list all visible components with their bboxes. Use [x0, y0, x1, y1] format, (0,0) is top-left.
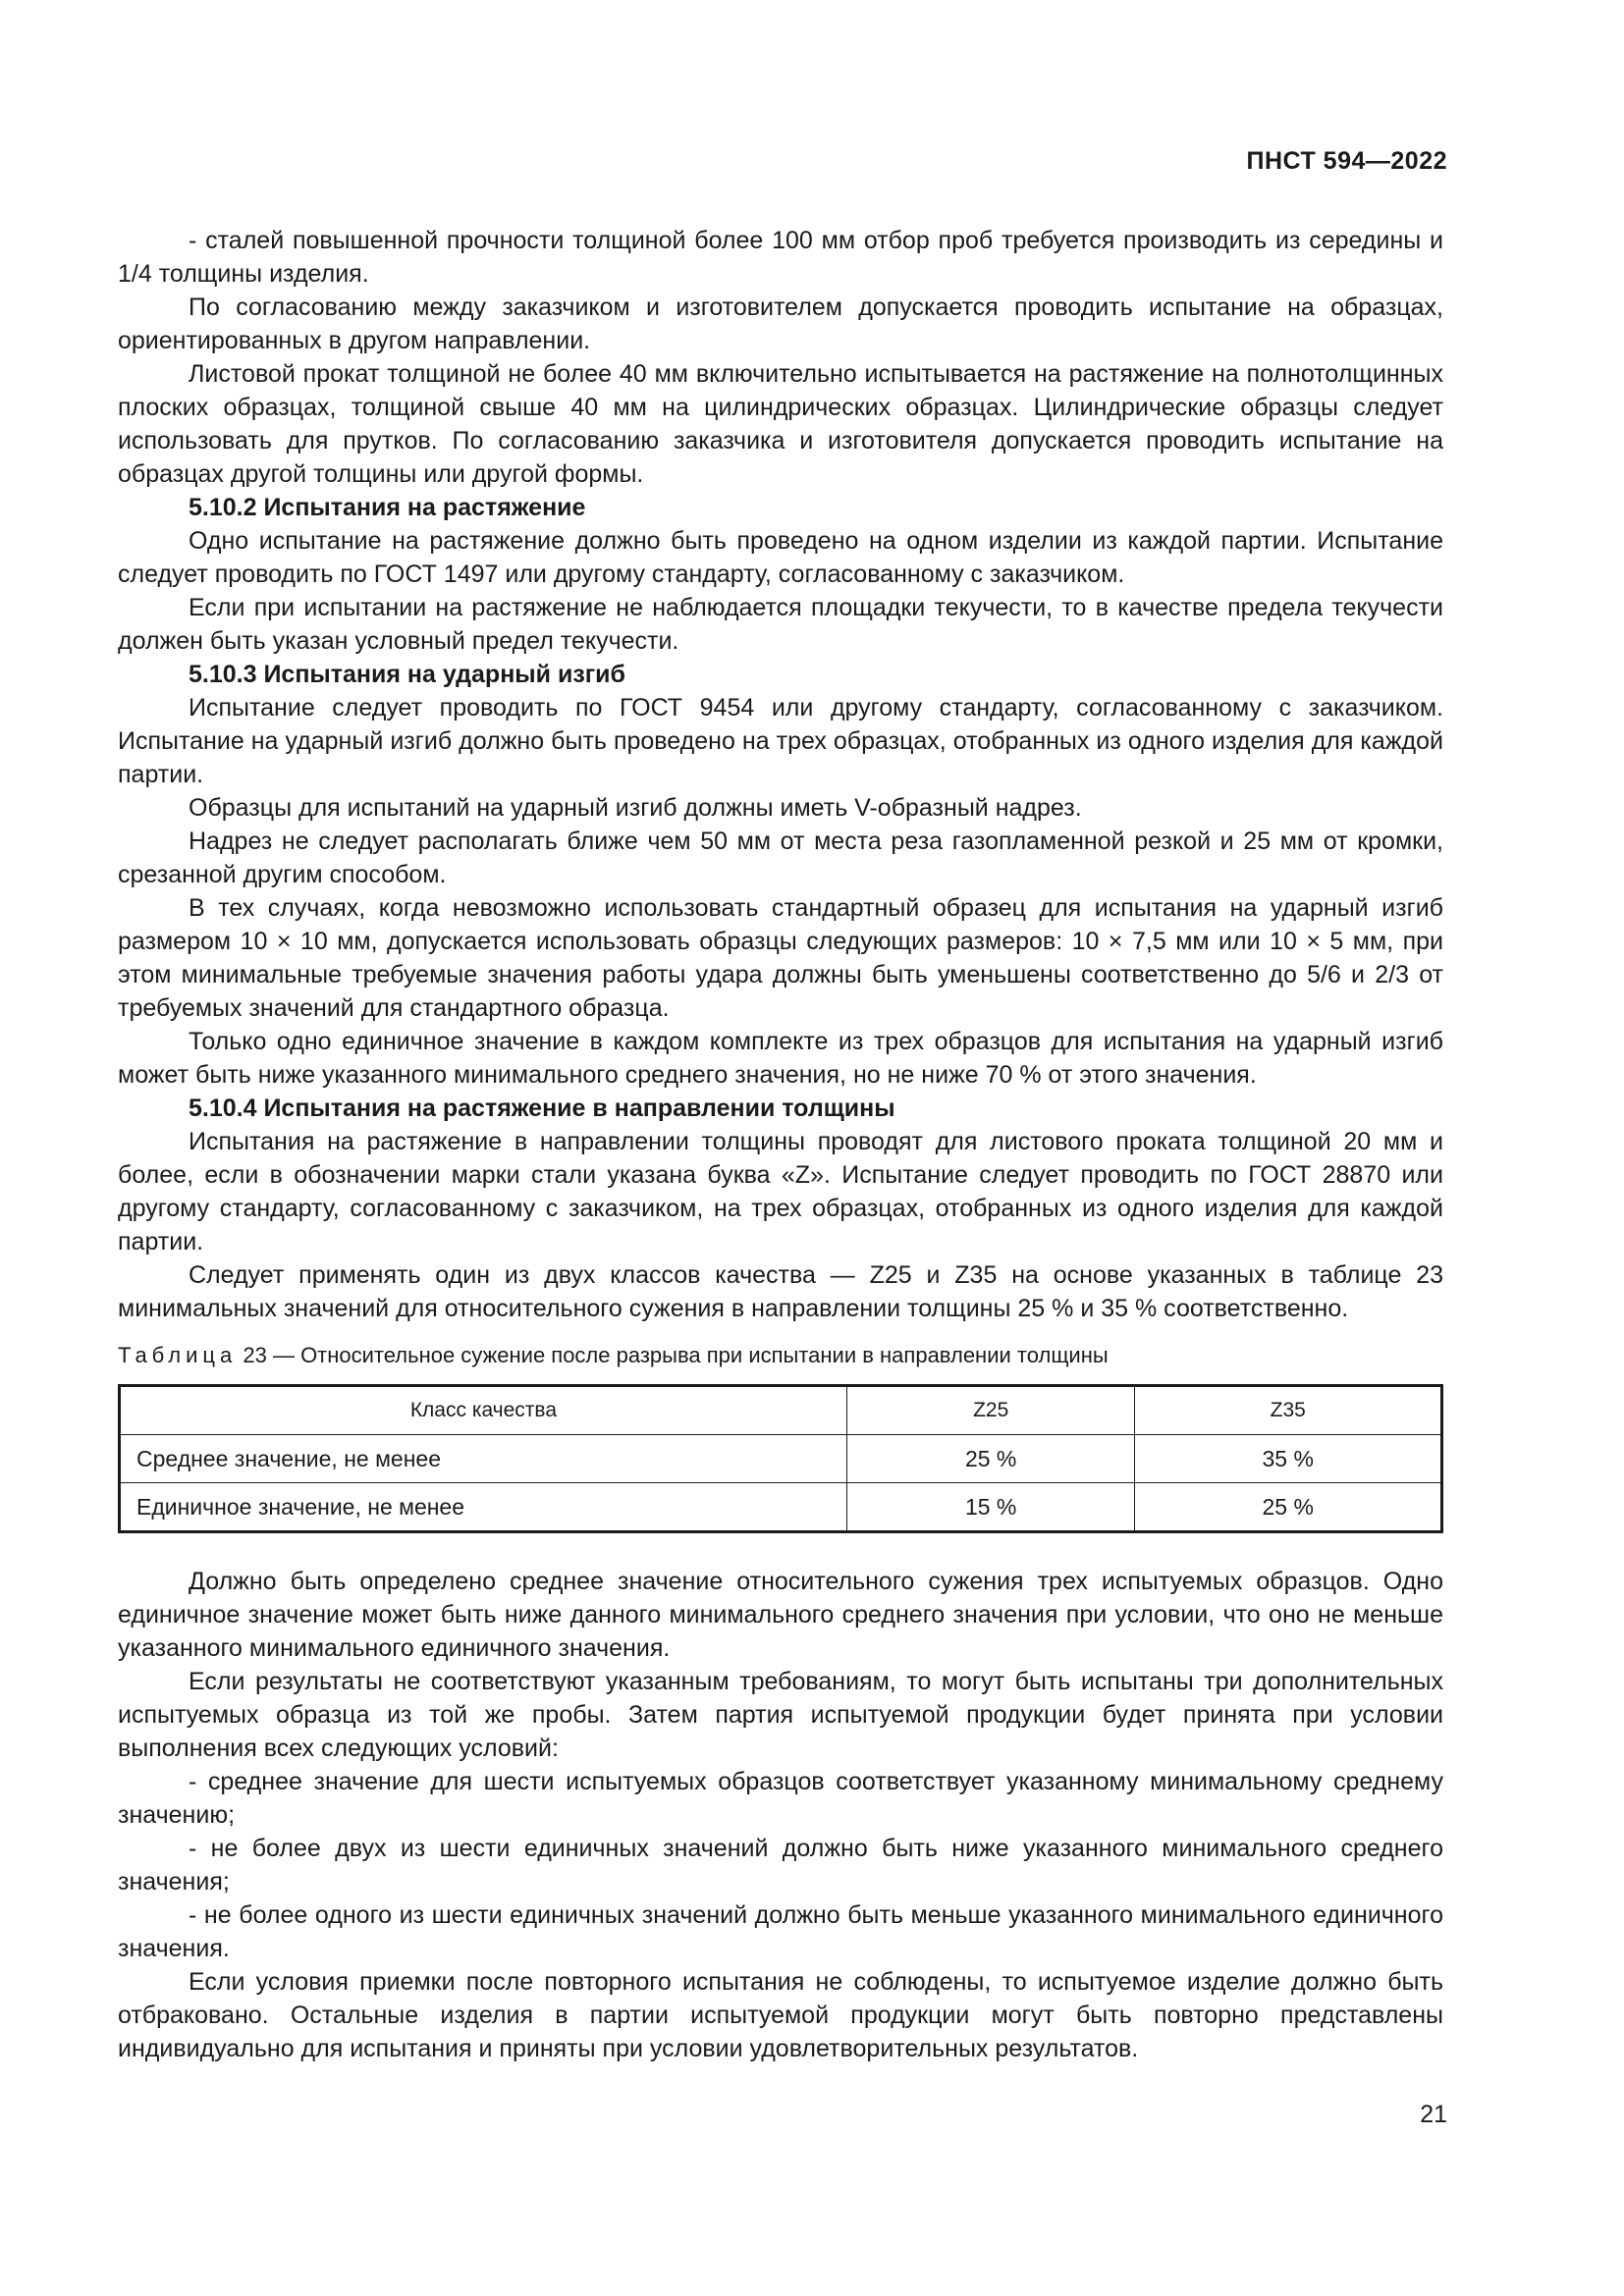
section-heading: 5.10.4 Испытания на растяжение в направлении толщины — [189, 1095, 895, 1122]
table-row — [120, 1435, 1442, 1483]
page-content — [118, 224, 1443, 2065]
paragraph: - среднее значение для шести испытуемых образцов соответствует указанному минимальному среднему значению; — [118, 1768, 1443, 1829]
paragraph: Если условия приемки после повторного испытания не соблюдены, то испытуемое изделие должно быть отбраковано. Остальные изделия в партии испытуемой продукции могут быть повторно представлены индивидуально для испытания и приняты при условии удовлетворительных результатов. — [118, 1968, 1443, 2062]
table-cell: Единичное значение, не менее — [120, 1483, 847, 1532]
table-caption — [118, 1341, 1443, 1370]
table-cell: Среднее значение, не менее — [120, 1435, 847, 1483]
paragraph: В тех случаях, когда невозможно использовать стандартный образец для испытания на ударный изгиб размером 10 × 10 мм, допускается использовать образцы следующих размеров: 10 × 7,5 мм или 10 × 5 мм, при этом минимальные требуемые значения работы удара должны быть уменьшены соответственно до 5/6 и 2/3 от требуемых значений для стандартного образца. — [118, 894, 1443, 1022]
table-caption-text: 23 — Относительное сужение после разрыва при испытании в направлении толщины — [237, 1343, 1109, 1367]
table-cell: 25 % — [846, 1435, 1135, 1483]
table-cell: 35 % — [1135, 1435, 1442, 1483]
paragraph: Листовой прокат толщиной не более 40 мм включительно испытывается на растяжение на полнотолщинных плоских образцах, толщиной свыше 40 мм на цилиндрических образцах. Цилиндрические образцы следует использовать для прутков. По согласованию заказчика и изготовителя допускается проводить испытание на образцах другой толщины или другой формы. — [118, 360, 1443, 488]
paragraph: Испытания на растяжение в направлении толщины проводят для листового проката толщиной 20 мм и более, если в обозначении марки стали указана буква «Z». Испытание следует проводить по ГОСТ 28870 или другому стандарту, согласованному с заказчиком, на трех образцах, отобранных из одного изделия для каждой партии. — [118, 1128, 1443, 1255]
paragraph: Следует применять один из двух классов качества — Z25 и Z35 на основе указанных в таблице 23 минимальных значений для относительного сужения в направлении толщины 25 % и 35 % соответственно. — [118, 1261, 1443, 1322]
paragraph: Испытание следует проводить по ГОСТ 9454 или другому стандарту, согласованному с заказчиком. Испытание на ударный изгиб должно быть проведено на трех образцах, отобранных из одного изделия для каждой партии. — [118, 694, 1443, 788]
paragraph: Если при испытании на растяжение не наблюдается площадки текучести, то в качестве предела текучести должен быть указан условный предел текучести. — [118, 594, 1443, 655]
paragraph: - не более двух из шести единичных значений должно быть ниже указанного минимального среднего значения; — [118, 1835, 1443, 1896]
paragraph: Только одно единичное значение в каждом комплекте из трех образцов для испытания на ударный изгиб может быть ниже указанного минимального среднего значения, но не ниже 70 % от этого значения. — [118, 1028, 1443, 1089]
table-caption-label: Таблица — [118, 1343, 238, 1367]
table-row — [120, 1483, 1442, 1532]
table-header-cell: Класс качества — [120, 1386, 847, 1435]
paragraphs-top — [118, 224, 1443, 1325]
paragraphs-bottom — [118, 1565, 1443, 2065]
paragraph: Должно быть определено среднее значение относительного сужения трех испытуемых образцов. Одно единичное значение может быть ниже данного минимального среднего значения при условии, что оно не меньше указанного минимального единичного значения. — [118, 1568, 1443, 1662]
paragraph: - не более одного из шести единичных значений должно быть меньше указанного минимального единичного значения. — [118, 1901, 1443, 1962]
table-header-cell: Z25 — [846, 1386, 1135, 1435]
paragraph: Одно испытание на растяжение должно быть проведено на одном изделии из каждой партии. Испытание следует проводить по ГОСТ 1497 или другому стандарту, согласованному с заказчиком. — [118, 527, 1443, 588]
paragraph: Образцы для испытаний на ударный изгиб должны иметь V-образный надрез. — [189, 794, 1082, 822]
table-23 — [118, 1384, 1443, 1533]
document-id-header: ПНСТ 594—2022 — [1246, 147, 1447, 175]
paragraph: Надрез не следует располагать ближе чем 50 мм от места реза газопламенной резкой и 25 мм от кромки, срезанной другим способом. — [118, 828, 1443, 888]
section-heading: 5.10.2 Испытания на растяжение — [189, 494, 586, 521]
table-cell: 25 % — [1135, 1483, 1442, 1532]
paragraph: По согласованию между заказчиком и изготовителем допускается проводить испытание на образцах, ориентированных в другом направлении. — [118, 294, 1443, 354]
paragraph: Если результаты не соответствуют указанным требованиям, то могут быть испытаны три дополнительных испытуемых образца из той же пробы. Затем партия испытуемой продукции будет принята при условии выполнения всех следующих условий: — [118, 1668, 1443, 1762]
table-header-row — [120, 1386, 1442, 1435]
page-number: 21 — [1420, 2101, 1447, 2128]
table-cell: 15 % — [846, 1483, 1135, 1532]
paragraph: - сталей повышенной прочности толщиной более 100 мм отбор проб требуется производить из середины и 1/4 толщины изделия. — [118, 227, 1443, 288]
table-header-cell: Z35 — [1135, 1386, 1442, 1435]
section-heading: 5.10.3 Испытания на ударный изгиб — [189, 661, 625, 688]
